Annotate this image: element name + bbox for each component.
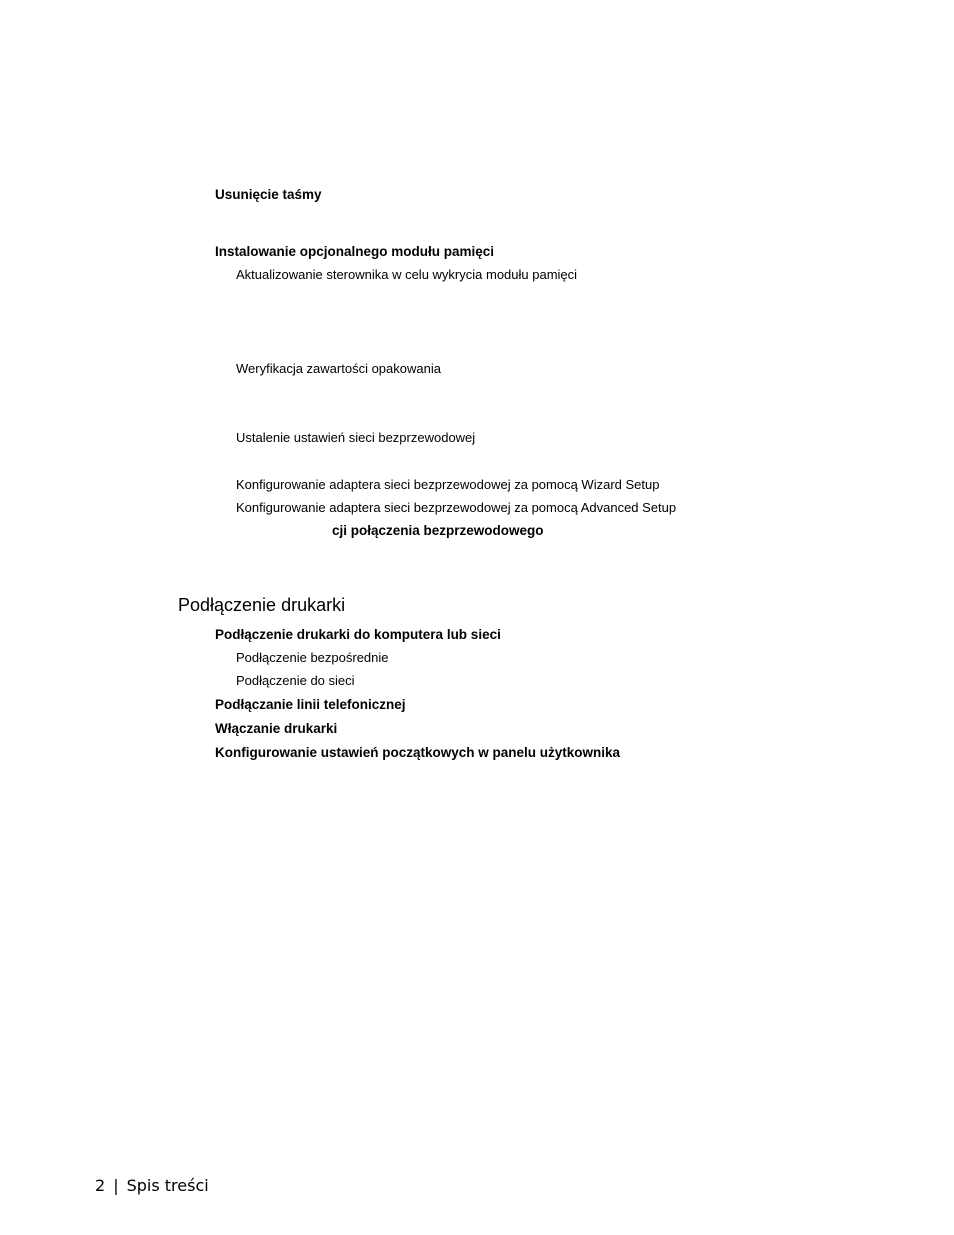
- toc-entry-connect-to-computer-or-network: Podłączenie drukarki do komputera lub sieci: [215, 627, 501, 642]
- footer-separator: |: [113, 1176, 119, 1195]
- toc-entry-removing-tape: Usunięcie taśmy: [215, 187, 322, 202]
- toc-entry-install-memory-module: Instalowanie opcjonalnego modułu pamięci: [215, 244, 495, 259]
- toc-entry-advanced-setup: Konfigurowanie adaptera sieci bezprzewodowej za pomocą Advanced Setup: [236, 500, 677, 515]
- page-footer: [95, 1178, 209, 1194]
- toc-entry-verify-package-contents: Weryfikacja zawartości opakowania: [236, 361, 441, 376]
- toc-entry-phone-line: Podłączanie linii telefonicznej: [215, 697, 406, 712]
- toc-entry-wireless-settings: Ustalenie ustawień sieci bezprzewodowej: [236, 430, 476, 445]
- page-number: 2: [95, 1176, 106, 1195]
- toc-entry-update-driver: Aktualizowanie sterownika w celu wykrycia modułu pamięci: [236, 267, 578, 282]
- toc-entry-direct-connection: Podłączenie bezpośrednie: [236, 650, 389, 665]
- toc-entry-initial-settings: Konfigurowanie ustawień początkowych w panelu użytkownika: [215, 745, 621, 760]
- toc-entry-network-connection: Podłączenie do sieci: [236, 673, 355, 688]
- toc-entry-wizard-setup: Konfigurowanie adaptera sieci bezprzewodowej za pomocą Wizard Setup: [236, 477, 660, 492]
- footer-section-title: Spis treści: [126, 1176, 209, 1195]
- toc-chapter-connecting-printer: Podłączenie drukarki: [178, 595, 346, 615]
- toc-entry-wireless-connection-fragment: cji połączenia bezprzewodowego: [332, 523, 544, 538]
- toc-entry-turning-on-printer: Włączanie drukarki: [215, 721, 338, 736]
